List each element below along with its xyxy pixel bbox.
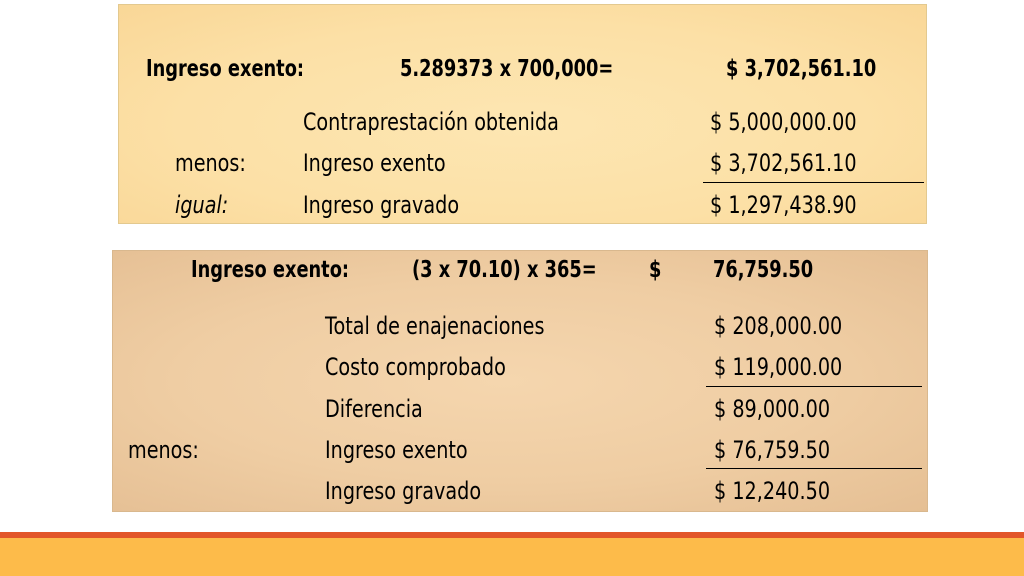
box2-total-rule <box>706 468 922 469</box>
box2-header-currency: $ <box>649 257 662 283</box>
box2-header-formula: (3 x 70.10) x 365= <box>412 257 597 283</box>
box1-row-prefix: menos: <box>175 149 246 177</box>
box1-header-label: Ingreso exento: <box>146 56 305 82</box>
box1-header-result: $ 3,702,561.10 <box>726 56 877 82</box>
box2-row-label: Diferencia <box>325 395 423 423</box>
box2-row-amount: $ 119,000.00 <box>714 353 843 381</box>
box1-row-prefix: igual: <box>175 191 229 219</box>
box2-row-amount: $ 89,000.00 <box>714 395 831 423</box>
footer-bar <box>0 538 1024 576</box>
box2-row-amount: $ 208,000.00 <box>714 312 843 340</box>
box2-header-result: 76,759.50 <box>713 257 814 283</box>
box1-row-amount: $ 1,297,438.90 <box>710 191 857 219</box>
box1-row-label: Contraprestación obtenida <box>303 108 559 136</box>
box2-row-prefix: menos: <box>128 436 199 464</box>
box1-row-label: Ingreso exento <box>303 149 446 177</box>
box1-row-label: Ingreso gravado <box>303 191 460 219</box>
box1-subtotal-rule <box>703 182 924 183</box>
box2-row-amount: $ 12,240.50 <box>714 477 831 505</box>
box2-row-label: Costo comprobado <box>325 353 506 381</box>
box2-row-label: Total de enajenaciones <box>325 312 545 340</box>
box2-row-label: Ingreso gravado <box>325 477 482 505</box>
box2-subtotal-rule <box>706 386 922 387</box>
box2-row-label: Ingreso exento <box>325 436 468 464</box>
box2-row-amount: $ 76,759.50 <box>714 436 831 464</box>
box1-header-formula: 5.289373 x 700,000= <box>400 56 614 82</box>
box1-row-amount: $ 3,702,561.10 <box>710 149 857 177</box>
exempt-income-calculation-box-2 <box>112 250 928 512</box>
box2-header-label: Ingreso exento: <box>191 257 350 283</box>
box1-row-amount: $ 5,000,000.00 <box>710 108 857 136</box>
